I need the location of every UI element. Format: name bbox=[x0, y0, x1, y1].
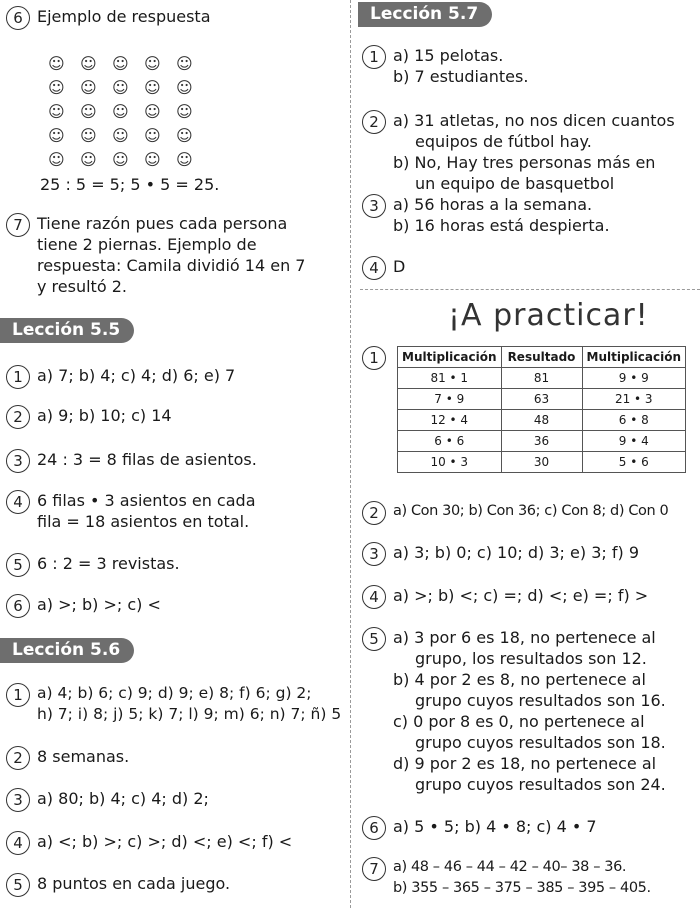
smiley-icon: ☺ bbox=[48, 78, 65, 97]
practice-answer-4 bbox=[362, 585, 648, 609]
answer-text: a) 3; b) 0; c) 10; d) 3; e) 3; f) 9 bbox=[393, 543, 639, 562]
answer-line: a) 3 por 6 es 18, no pertenece al bbox=[393, 628, 656, 647]
practice-answer-6 bbox=[362, 816, 597, 840]
l55-answer-2 bbox=[6, 405, 172, 429]
number-badge: 2 bbox=[6, 746, 30, 770]
l55-answer-1 bbox=[6, 365, 235, 389]
lesson-5-5-header: Lección 5.5 bbox=[0, 318, 134, 343]
l55-answer-3 bbox=[6, 449, 257, 473]
table-row bbox=[398, 431, 686, 452]
number-badge: 1 bbox=[362, 346, 386, 370]
answer-7 bbox=[6, 213, 305, 297]
table-cell: 81 • 1 bbox=[398, 368, 502, 389]
number-badge: 3 bbox=[6, 788, 30, 812]
smiley-icon: ☺ bbox=[112, 54, 129, 73]
table-cell: 81 bbox=[501, 368, 582, 389]
number-badge: 1 bbox=[362, 45, 386, 69]
number-badge: 2 bbox=[6, 405, 30, 429]
number-badge: 4 bbox=[6, 831, 30, 855]
smiley-icon: ☺ bbox=[176, 150, 193, 169]
answer-text: 8 semanas. bbox=[37, 747, 130, 766]
smiley-icon: ☺ bbox=[80, 54, 97, 73]
table-header-row bbox=[398, 347, 686, 368]
practice-answer-7 bbox=[362, 857, 651, 899]
answer-line: d) 9 por 2 es 18, no pertenece al bbox=[393, 754, 657, 773]
answer-line: b) No, Hay tres personas más en bbox=[393, 153, 656, 172]
l55-answer-6 bbox=[6, 594, 161, 618]
table-cell: 36 bbox=[501, 431, 582, 452]
l57-answer-3 bbox=[362, 194, 610, 236]
answer-text: 24 : 3 = 8 filas de asientos. bbox=[37, 450, 257, 469]
table-cell: 63 bbox=[501, 389, 582, 410]
answer-text: a) >; b) <; c) =; d) <; e) =; f) > bbox=[393, 586, 649, 605]
smiley-icon: ☺ bbox=[48, 54, 65, 73]
column-header: Multiplicación bbox=[398, 347, 502, 368]
smiley-icon: ☺ bbox=[176, 126, 193, 145]
practice-answer-1 bbox=[362, 346, 686, 473]
smiley-icon: ☺ bbox=[144, 54, 161, 73]
table-cell: 9 • 4 bbox=[582, 431, 686, 452]
number-badge: 4 bbox=[362, 585, 386, 609]
number-badge: 5 bbox=[6, 873, 30, 897]
table-cell: 12 • 4 bbox=[398, 410, 502, 431]
answer-text bbox=[393, 627, 666, 795]
answer-text: a) 9; b) 10; c) 14 bbox=[37, 406, 172, 425]
answer-line: grupo cuyos resultados son 16. bbox=[415, 691, 666, 710]
smiley-icon: ☺ bbox=[112, 102, 129, 121]
smiley-icon: ☺ bbox=[80, 102, 97, 121]
answer-line: respuesta: Camila dividió 14 en 7 bbox=[37, 256, 306, 275]
answer-line: 6 filas • 3 asientos en cada bbox=[37, 491, 256, 510]
column-header: Multiplicación bbox=[582, 347, 686, 368]
answer-text: a) <; b) >; c) >; d) <; e) <; f) < bbox=[37, 832, 293, 851]
column-header: Resultado bbox=[501, 347, 582, 368]
answer-line: grupo, los resultados son 12. bbox=[415, 649, 647, 668]
answer-line: a) 56 horas a la semana. bbox=[393, 195, 593, 214]
smiley-icon: ☺ bbox=[144, 102, 161, 121]
answer-line: grupo cuyos resultados son 24. bbox=[415, 775, 666, 794]
answer-text: a) 7; b) 4; c) 4; d) 6; e) 7 bbox=[37, 366, 236, 385]
answer-text bbox=[393, 857, 651, 899]
section-divider bbox=[360, 289, 700, 290]
answer-text bbox=[37, 213, 305, 297]
practice-answer-5 bbox=[362, 627, 666, 795]
smiley-grid bbox=[48, 54, 208, 170]
number-badge: 2 bbox=[362, 501, 386, 525]
table-row bbox=[398, 368, 686, 389]
answer-line: b) 4 por 2 es 8, no pertenece al bbox=[393, 670, 646, 689]
smiley-icon: ☺ bbox=[80, 150, 97, 169]
answer-line: fila = 18 asientos en total. bbox=[37, 512, 250, 531]
l56-answer-2 bbox=[6, 746, 129, 770]
l56-answer-5 bbox=[6, 873, 230, 897]
practice-answer-3 bbox=[362, 542, 639, 566]
number-badge: 2 bbox=[362, 110, 386, 134]
practice-title: ¡A practicar! bbox=[448, 298, 649, 333]
l57-answer-4 bbox=[362, 256, 405, 280]
answer-line: b) 355 – 365 – 375 – 385 – 395 – 405. bbox=[393, 880, 651, 896]
number-badge: 7 bbox=[362, 857, 386, 881]
table-cell: 6 • 6 bbox=[398, 431, 502, 452]
l56-answer-1 bbox=[6, 683, 341, 725]
smiley-icon: ☺ bbox=[144, 126, 161, 145]
answer-line: tiene 2 piernas. Ejemplo de bbox=[37, 235, 257, 254]
smiley-icon: ☺ bbox=[48, 102, 65, 121]
l57-answer-2 bbox=[362, 110, 675, 194]
smiley-icon: ☺ bbox=[144, 150, 161, 169]
answer-text bbox=[37, 490, 256, 532]
table-cell: 6 • 8 bbox=[582, 410, 686, 431]
table-row bbox=[398, 389, 686, 410]
l55-answer-5 bbox=[6, 553, 180, 577]
number-badge: 6 bbox=[362, 816, 386, 840]
number-badge: 5 bbox=[362, 627, 386, 651]
answer-line: equipos de fútbol hay. bbox=[415, 132, 592, 151]
number-badge: 7 bbox=[6, 213, 30, 237]
answer-line: un equipo de basquetbol bbox=[415, 174, 615, 193]
number-badge: 6 bbox=[6, 6, 30, 30]
table-cell: 21 • 3 bbox=[582, 389, 686, 410]
table-cell: 10 • 3 bbox=[398, 452, 502, 473]
table-row bbox=[398, 410, 686, 431]
answer-text bbox=[393, 45, 528, 87]
answer-text: 6 : 2 = 3 revistas. bbox=[37, 554, 180, 573]
answer-line: c) 0 por 8 es 0, no pertenece al bbox=[393, 712, 645, 731]
answer-text: a) >; b) >; c) < bbox=[37, 595, 161, 614]
table-cell: 30 bbox=[501, 452, 582, 473]
answer-text: D bbox=[393, 257, 406, 276]
answer-6 bbox=[6, 6, 211, 30]
answer-text bbox=[37, 683, 341, 725]
equation bbox=[40, 174, 219, 195]
smiley-icon: ☺ bbox=[176, 54, 193, 73]
equation-text: 25 : 5 = 5; 5 • 5 = 25. bbox=[40, 175, 220, 194]
multiplication-table bbox=[397, 346, 686, 473]
table-cell: 7 • 9 bbox=[398, 389, 502, 410]
l57-answer-1 bbox=[362, 45, 528, 87]
practice-answer-2 bbox=[362, 501, 668, 525]
smiley-icon: ☺ bbox=[48, 150, 65, 169]
l56-answer-4 bbox=[6, 831, 292, 855]
smiley-icon: ☺ bbox=[112, 78, 129, 97]
table-cell: 5 • 6 bbox=[582, 452, 686, 473]
table-row bbox=[398, 452, 686, 473]
answer-line: b) 7 estudiantes. bbox=[393, 67, 529, 86]
answer-text bbox=[393, 194, 610, 236]
answer-line: y resultó 2. bbox=[37, 277, 127, 296]
smiley-icon: ☺ bbox=[112, 150, 129, 169]
lesson-5-6-header: Lección 5.6 bbox=[0, 638, 134, 663]
l55-answer-4 bbox=[6, 490, 256, 532]
lesson-5-7-header: Lección 5.7 bbox=[358, 2, 492, 27]
answer-text: a) 80; b) 4; c) 4; d) 2; bbox=[37, 789, 209, 808]
smiley-icon: ☺ bbox=[112, 126, 129, 145]
answer-line: Tiene razón pues cada persona bbox=[37, 214, 288, 233]
table-cell: 48 bbox=[501, 410, 582, 431]
smiley-icon: ☺ bbox=[176, 102, 193, 121]
number-badge: 3 bbox=[362, 542, 386, 566]
smiley-icon: ☺ bbox=[80, 78, 97, 97]
answer-text: 8 puntos en cada juego. bbox=[37, 874, 231, 893]
answer-line: a) 48 – 46 – 44 – 42 – 40– 38 – 36. bbox=[393, 859, 627, 875]
answer-line: a) 4; b) 6; c) 9; d) 9; e) 8; f) 6; g) 2; bbox=[37, 684, 312, 702]
answer-text: a) 5 • 5; b) 4 • 8; c) 4 • 7 bbox=[393, 817, 597, 836]
number-badge: 6 bbox=[6, 594, 30, 618]
number-badge: 3 bbox=[362, 194, 386, 218]
column-divider bbox=[350, 0, 351, 908]
number-badge: 4 bbox=[6, 490, 30, 514]
answer-text bbox=[393, 110, 675, 194]
answer-text: a) Con 30; b) Con 36; c) Con 8; d) Con 0 bbox=[393, 503, 669, 519]
answer-line: a) 31 atletas, no nos dicen cuantos bbox=[393, 111, 675, 130]
answer-line: grupo cuyos resultados son 18. bbox=[415, 733, 666, 752]
smiley-icon: ☺ bbox=[144, 78, 161, 97]
number-badge: 4 bbox=[362, 256, 386, 280]
table-cell: 9 • 9 bbox=[582, 368, 686, 389]
smiley-icon: ☺ bbox=[176, 78, 193, 97]
answer-text: Ejemplo de respuesta bbox=[37, 7, 211, 26]
smiley-icon: ☺ bbox=[80, 126, 97, 145]
l56-answer-3 bbox=[6, 788, 209, 812]
number-badge: 1 bbox=[6, 683, 30, 707]
number-badge: 1 bbox=[6, 365, 30, 389]
answer-line: h) 7; i) 8; j) 5; k) 7; l) 9; m) 6; n) 7; ñ) 5 bbox=[37, 705, 342, 723]
answer-line: a) 15 pelotas. bbox=[393, 46, 504, 65]
answer-line: b) 16 horas está despierta. bbox=[393, 216, 610, 235]
number-badge: 3 bbox=[6, 449, 30, 473]
number-badge: 5 bbox=[6, 553, 30, 577]
smiley-icon: ☺ bbox=[48, 126, 65, 145]
